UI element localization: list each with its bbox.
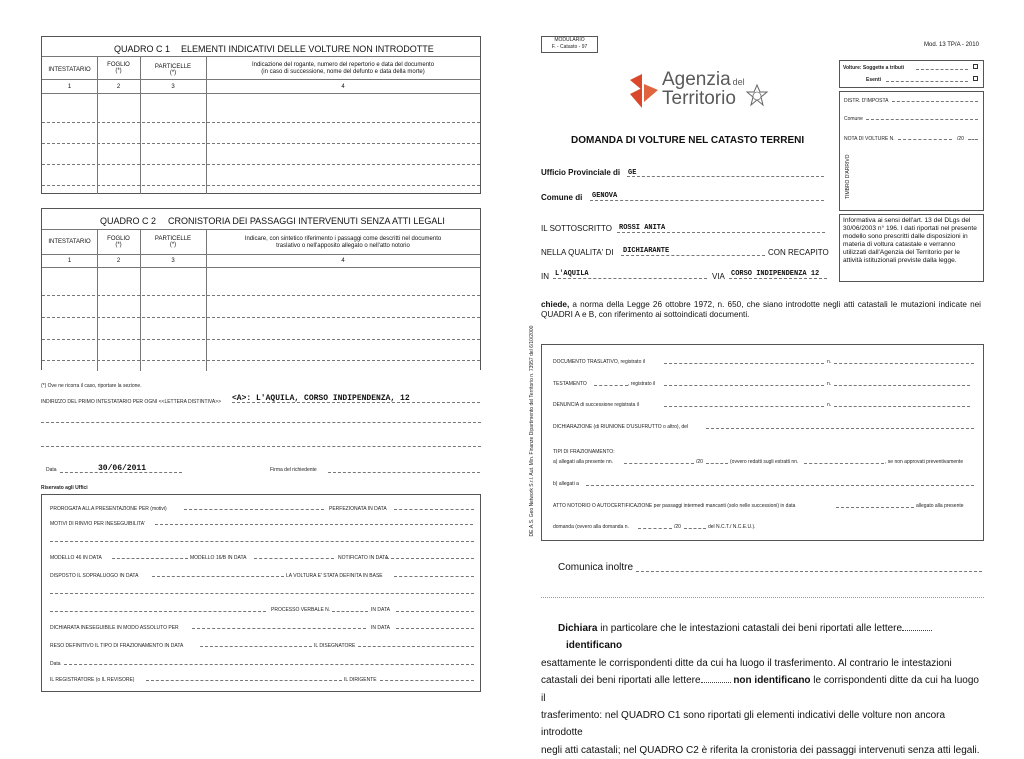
col-num-4: 4 bbox=[341, 258, 345, 264]
dichiara-line-3b: le corrispondenti ditte da cui ha luogo il bbox=[541, 675, 979, 704]
quadro-c2-table bbox=[41, 208, 481, 370]
col-num-2: 2 bbox=[116, 258, 121, 264]
allegati-b-label: b) allegati a bbox=[553, 481, 579, 487]
modulario-box bbox=[541, 36, 598, 53]
domanda-nct-label: del N.C.T./ N.C.E.U.). bbox=[708, 524, 756, 530]
timbro-arrivo-label: TIMBRO D'ARRIVO bbox=[845, 154, 851, 199]
allegati-a-label: a) allegati alla presente nn. bbox=[553, 459, 614, 465]
dichiara-line-1: in particolare che le intestazioni catastali dei beni riportati alle lettere bbox=[597, 623, 903, 634]
n-label: n. bbox=[827, 381, 832, 387]
in-data-label: IN DATA bbox=[371, 607, 390, 613]
sottoscritto-label: IL SOTTOSCRITTO bbox=[541, 224, 612, 233]
quadro-c2-title: CRONISTORIA DEI PASSAGGI INTERVENUTI SENZA ATTI LEGALI bbox=[168, 216, 445, 226]
modulario-label: MODULARIO bbox=[554, 37, 585, 43]
recapito-label: CON RECAPITO bbox=[768, 248, 829, 257]
agenzia-logo-mark-icon bbox=[628, 72, 664, 112]
esenti-label: Esenti bbox=[866, 77, 882, 83]
col-num-4: 4 bbox=[341, 84, 345, 90]
ufficio-value[interactable]: GE bbox=[628, 169, 637, 177]
dichiara-line-4: trasferimento: nel QUADRO C1 sono riportati gli elementi indicativi delle volture non ancora introdotte bbox=[541, 710, 946, 739]
registratore-label: IL REGISTRATORE (o IL REVISORE) bbox=[50, 677, 135, 683]
data-value[interactable]: 30/06/2011 bbox=[98, 464, 147, 473]
agenzia-logo bbox=[628, 70, 768, 114]
modello-46-label: MODELLO 46 IN DATA bbox=[50, 555, 102, 561]
dichiara-line-5: negli atti catastali; nel QUADRO C2 è riferita la cronistoria dei passaggi intervenuti senza atti legali. bbox=[541, 744, 980, 756]
col-num-1: 1 bbox=[67, 258, 72, 264]
ufficio-label: Ufficio Provinciale di bbox=[541, 168, 621, 177]
dichiara-bold: Dichiara bbox=[558, 623, 598, 634]
col-descrizione: Indicazione del rogante, numero del repertorio e data del documento (in caso di successione, nome del defunto e data della morte) bbox=[251, 62, 435, 75]
chiede-bold: chiede, bbox=[541, 300, 570, 309]
nota-year-label: /20 bbox=[957, 136, 964, 142]
notificato-label: NOTIFICATO IN DATA bbox=[338, 555, 389, 561]
riservato-uffici-box bbox=[41, 494, 481, 692]
ineseguibile-label: DICHIARATA INESEGUIBILE IN MODO ASSOLUTO PER bbox=[50, 625, 179, 631]
side-publisher-text: DE.A.S. Geo Network S.r.l. Aut. Min. Finanze Dipartimento del Territorio n. 73957 del 6/10/2000 bbox=[529, 325, 535, 537]
informativa-box bbox=[839, 214, 984, 282]
dichiarazione-label: DICHIARAZIONE (di RIUNIONE D'USUFRUTTO o altro), del bbox=[553, 424, 689, 430]
n-label: n. bbox=[827, 402, 832, 408]
in-data-label: IN DATA bbox=[371, 625, 390, 631]
col-num-2: 2 bbox=[116, 84, 121, 90]
definita-label: LA VOLTURA E' STATA DEFINITA IN BASE bbox=[286, 573, 383, 579]
form-title: DOMANDA DI VOLTURE NEL CATASTO TERRENI bbox=[571, 135, 805, 146]
ovvero-label: (ovvero redatti sugli estratti nn. bbox=[730, 459, 799, 465]
doc-traslativo-label: DOCUMENTO TRASLATIVO, registrato il bbox=[553, 359, 645, 365]
mod-code: Mod. 13 TP/A - 2010 bbox=[924, 42, 979, 48]
indirizzo-label: INDIRIZZO DEL PRIMO INTESTATARIO PER OGNI <<LETTERA DISTINTIVA>> bbox=[41, 399, 222, 405]
col-descrizione: Indicare, con sintetico riferimento i passaggi come descritti nel documento traslativo o nell'apposito allegato o nell'atto notorio bbox=[244, 236, 442, 249]
dichiara-paragraph bbox=[541, 620, 984, 759]
qualita-label: NELLA QUALITA' DI bbox=[541, 248, 614, 257]
informativa-text: Informativa ai sensi dell'art. 13 del DLgs del 30/06/2003 n° 196. I dati riportati nel presente modello sono prescritti dalle disposizioni in materia di voltura catastale e verranno utilizzati dall'Agenzia del Territorio per le attività istituzionali previste dalla legge. bbox=[843, 217, 977, 264]
col-num-1: 1 bbox=[67, 84, 72, 90]
quadro-c2-code: QUADRO C 2 bbox=[100, 216, 157, 226]
identificano-bold: identificano bbox=[566, 640, 623, 652]
allegato-presente-label: allegato alla presente bbox=[916, 503, 964, 509]
col-intestatario: INTESTATARIO bbox=[48, 239, 91, 245]
logo-agenzia-text: Agenzia bbox=[662, 69, 731, 90]
comune-label: Comune di bbox=[541, 193, 583, 202]
dichiara-line-2: esattamente le corrispondenti ditte da cui ha luogo il trasferimento. Al contrario le intestazioni bbox=[541, 657, 952, 669]
soggette-checkbox[interactable] bbox=[973, 64, 978, 69]
nota-volture-label: NOTA DI VOLTURE N. bbox=[844, 136, 895, 142]
volture-box bbox=[839, 60, 984, 88]
comunica-label: Comunica inoltre bbox=[558, 562, 634, 573]
non-identificano-bold: non identificano bbox=[733, 675, 811, 687]
comune-value[interactable]: GENOVA bbox=[592, 192, 618, 200]
firma-label: Firma del richiedente bbox=[270, 467, 317, 473]
distr-imposta-label: DISTR. D'IMPOSTA bbox=[844, 98, 889, 104]
sottoscritto-value[interactable]: ROSSI ANITA bbox=[619, 224, 666, 232]
col-num-3: 3 bbox=[171, 84, 175, 90]
via-value[interactable]: CORSO INDIPENDENZA 12 bbox=[731, 270, 820, 278]
dirigente-label: IL DIRIGENTE bbox=[344, 677, 377, 683]
prorogata-label: PROROGATA ALLA PRESENTAZIONE PER (motivi) bbox=[50, 506, 167, 512]
quadro-c1-table bbox=[41, 36, 481, 194]
sopraluogo-label: DISPOSTO IL SOPRALUOGO IN DATA bbox=[50, 573, 139, 579]
qualita-value[interactable]: DICHIARANTE bbox=[623, 247, 670, 255]
dichiara-line-3a: catastali dei beni riportati alle lettere bbox=[541, 675, 701, 687]
quadro-c1-title: ELEMENTI INDICATIVI DELLE VOLTURE NON INTRODOTTE bbox=[181, 44, 434, 54]
se-non-label: , se non approvati preventivamente bbox=[885, 459, 964, 465]
in-value[interactable]: L'AQUILA bbox=[555, 270, 589, 278]
logo-territorio-text: Territorio bbox=[662, 88, 736, 109]
volture-soggette-label: Volture: Soggette a tributi bbox=[843, 65, 905, 71]
motivi-rinvio-label: MOTIVI DI RINVIO PER INESEGUIBILITA' bbox=[50, 521, 146, 527]
registrato-il-label: , registrato il bbox=[628, 381, 656, 387]
col-particelle: PARTICELLE (*) bbox=[154, 64, 192, 76]
indirizzo-value[interactable]: <A>: L'AQUILA, CORSO INDIPENDENZA, 12 bbox=[232, 394, 410, 403]
comune-small-label: Comune bbox=[844, 116, 863, 122]
col-intestatario: INTESTATARIO bbox=[48, 67, 91, 73]
footnote: (*) Ove ne ricorra il caso, riportare la sezione. bbox=[41, 383, 142, 389]
in-label: IN bbox=[541, 272, 549, 281]
n-label: n. bbox=[827, 359, 832, 365]
perfezionata-label: PERFEZIONATA IN DATA bbox=[329, 506, 387, 512]
domanda-label: domanda (ovvero alla domanda n. bbox=[553, 524, 629, 530]
logo-del-text: del bbox=[732, 77, 745, 87]
col-num-3: 3 bbox=[171, 258, 175, 264]
tipi-frazionamento-label: TIPI DI FRAZIONAMENTO: bbox=[553, 449, 615, 455]
quadro-c1-code: QUADRO C 1 bbox=[114, 44, 171, 54]
frazionamento-label: RESO DEFINITIVO IL TIPO DI FRAZIONAMENTO IN DATA bbox=[50, 643, 184, 649]
modello-16b-label: MODELLO 16/B IN DATA bbox=[190, 555, 247, 561]
emblem-icon bbox=[746, 84, 768, 108]
domanda-year-label: /20 bbox=[674, 524, 681, 530]
atto-notorio-label: ATTO NOTORIO O AUTOCERTIFICAZIONE per passaggi intermedi mancanti (solo nelle successioni) in data bbox=[553, 503, 796, 509]
modulario-code: F. - Catasto - 97 bbox=[551, 44, 588, 50]
data-uffici-label: Data bbox=[50, 661, 61, 667]
esenti-checkbox[interactable] bbox=[973, 76, 978, 81]
via-label: VIA bbox=[712, 272, 725, 281]
col-foglio: FOGLIO (*) bbox=[107, 236, 130, 248]
disegnatore-label: IL DISEGNATORE bbox=[314, 643, 356, 649]
denuncia-label: DENUNCIA di successione registrata il bbox=[553, 402, 639, 408]
chiede-paragraph bbox=[541, 300, 981, 320]
testamento-label: TESTAMENTO bbox=[553, 381, 587, 387]
chiede-text: a norma della Legge 26 ottobre 1972, n. 650, che siano introdotte negli atti catastali le mutazioni indicate nei QUADRI A e B, con riferimento ai sottoindicati documenti. bbox=[541, 300, 981, 319]
data-label: Data bbox=[46, 467, 57, 473]
col-foglio: FOGLIO (*) bbox=[107, 62, 130, 74]
riservato-label: Riservato agli Uffici bbox=[41, 485, 88, 491]
processo-verbale-label: PROCESSO VERBALE N. bbox=[271, 607, 331, 613]
col-particelle: PARTICELLE (*) bbox=[154, 236, 192, 248]
distr-box bbox=[839, 91, 984, 211]
documenti-box bbox=[541, 344, 984, 541]
a-year-label: /20 bbox=[696, 459, 703, 465]
